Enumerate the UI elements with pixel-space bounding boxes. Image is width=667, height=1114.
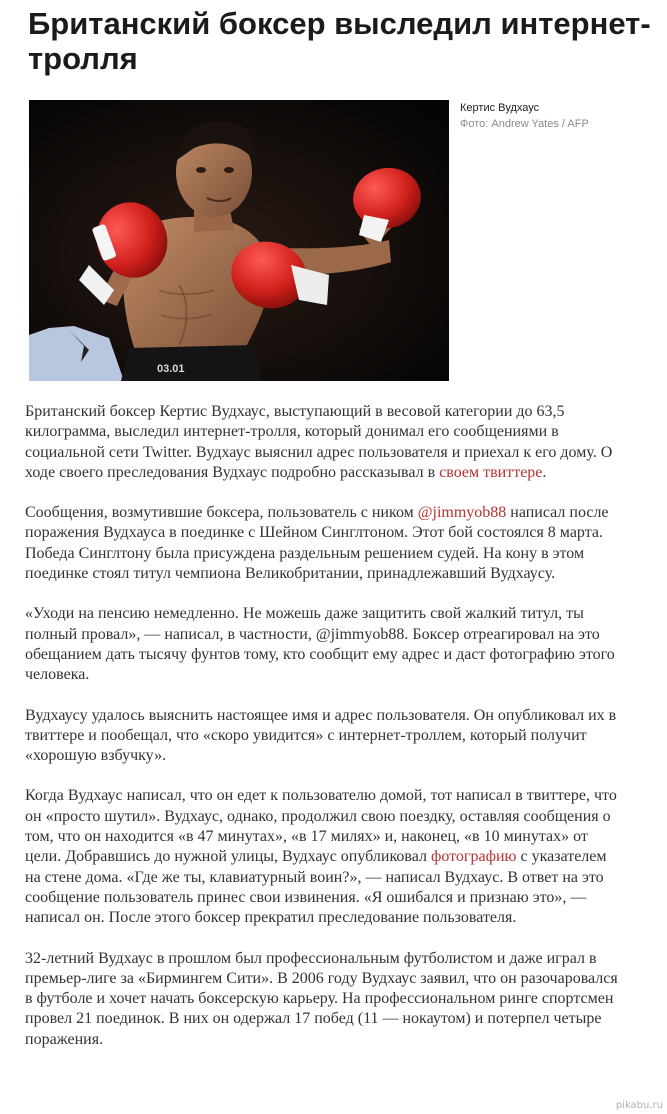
article-headline: Британский боксер выследил интернет-тролля	[28, 6, 651, 76]
paragraph-text: написал после поражения Вудхауса в поединке с Шейном Синглтоном. Этот бой состоялся 8 марта. Победа Синглтону была присуждена раздельным решением судей. На кону в этом поединке стоял титул чемпиона Великобритании, принадлежавший Вудхаусу.	[25, 504, 609, 583]
caption-credit: Фото: Andrew Yates / AFP	[460, 118, 589, 130]
article-body	[25, 402, 625, 1070]
trunks-text: 03.01	[157, 363, 185, 375]
photo-caption	[460, 100, 660, 132]
paragraph-text: .	[542, 463, 547, 481]
boxer-illustration	[29, 100, 449, 381]
paragraph-text: Британский боксер Кертис Вудхаус, выступающий в весовой категории до 63,5 килограмма, выследил интернет-тролля, который донимал его сообщениями в социальной сети Twitter. Вудхаус выяснил адрес пользователя и приехал к его дому. О ходе своего преследования Вудхаус подробно рассказывал в	[25, 403, 613, 481]
article-photo[interactable]	[29, 100, 449, 381]
paragraph-text: Сообщения, возмутившие боксера, пользователь с ником	[25, 504, 418, 522]
photo-link[interactable]: фотографию	[430, 848, 517, 866]
paragraph-text: с указателем на стене дома. «Где же ты, клавиатурный воин?», — написал Вудхаус. В ответ на это сообщение пользователь принес свои извинения. «Я ошибался и признаю это», — написал он. После этого боксер прекратил преследование пользователя.	[25, 848, 607, 927]
paragraph-5	[25, 786, 625, 928]
paragraph-6: 32-летний Вудхаус в прошлом был профессиональным футболистом и даже играл в премьер-лиге за «Бирмингем Сити». В 2006 году Вудхаус заявил, что он разочаровался в футболе и хочет начать боксерскую карьеру. На профессиональном ринге спортсмен провел 21 поединок. В них он одержал 17 побед (11 — нокаутом) и потерпел четыре поражения.	[25, 949, 618, 1048]
twitter-link[interactable]: своем твиттере	[439, 463, 543, 481]
paragraph-2	[25, 503, 625, 584]
caption-name: Кертис Вудхаус	[460, 102, 540, 114]
user-handle-link[interactable]: @jimmyob88	[417, 504, 507, 522]
pikabu-watermark: pikabu.ru	[615, 1100, 663, 1111]
paragraph-3: «Уходи на пенсию немедленно. Не можешь даже защитить свой жалкий титул, ты полный провал», — написал, в частности, @jimmyob88. Боксер отреагировал на это обещанием дать тысячу фунтов тому, кто сообщит ему адрес и даст фотографию этого человека.	[25, 605, 615, 684]
paragraph-1	[25, 402, 625, 483]
paragraph-text: Когда Вудхаус написал, что он едет к пользователю домой, тот написал в твиттере, что он «просто шутил». Вудхаус, однако, продолжил свою поездку, оставляя сообщения о том, что он находится «в 47 минутах», «в 17 милях» и, наконец, «в 10 минутах» от цели. Добравшись до нужной улицы, Вудхаус опубликовал	[25, 787, 617, 866]
paragraph-4: Вудхаусу удалось выяснить настоящее имя и адрес пользователя. Он опубликовал их в твиттере и пообещал, что «скоро увидится» с интернет-троллем, который получит «хорошую взбучку».	[25, 706, 617, 765]
